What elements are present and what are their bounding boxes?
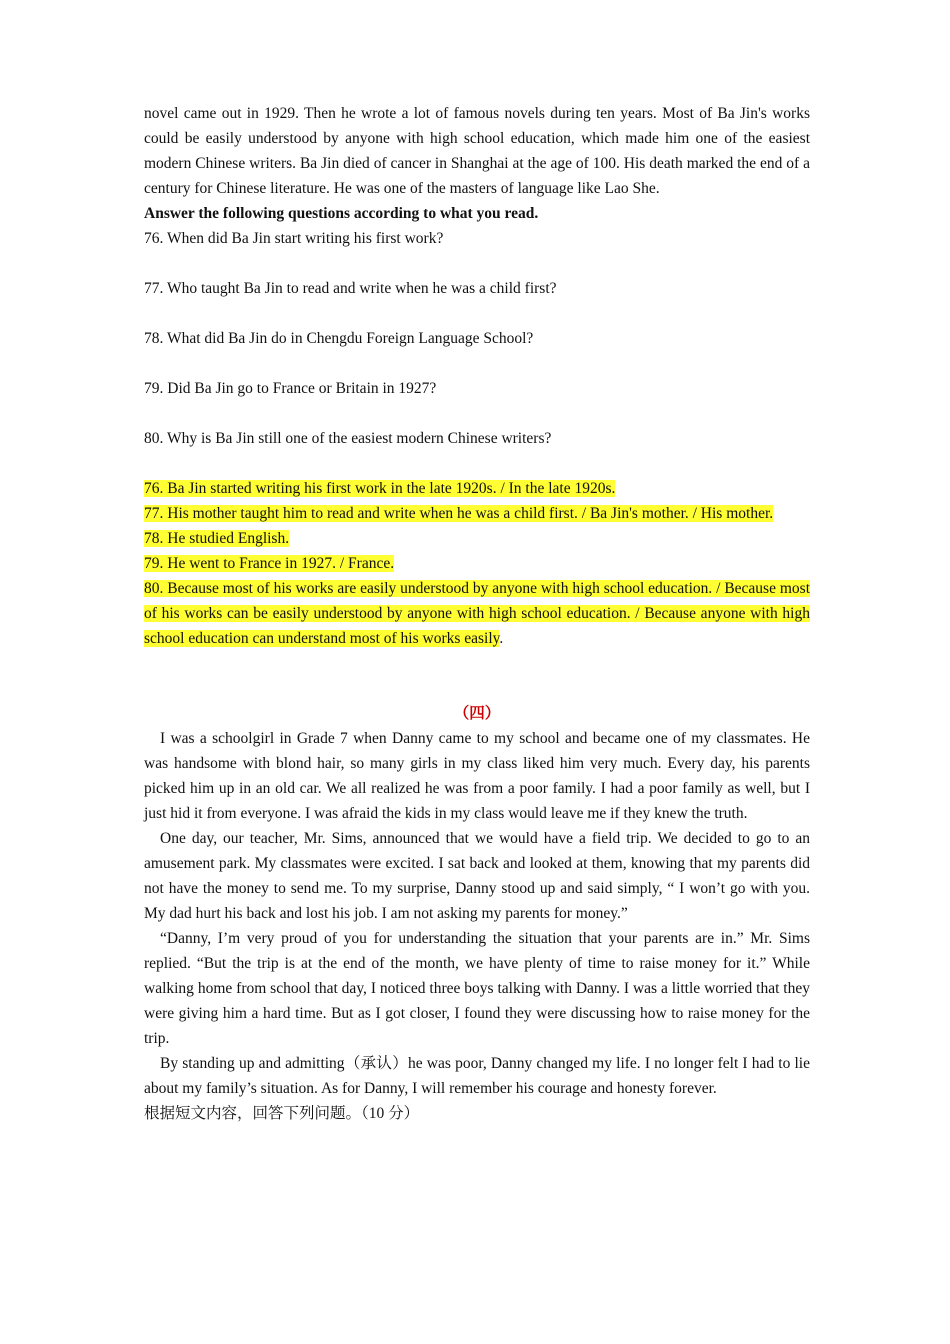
highlighted-answer: 77. His mother taught him to read and write when he was a child first. / Ba Jin's mother. / His mother. <box>144 505 774 522</box>
answer-space <box>144 401 810 426</box>
answer-space <box>144 451 810 476</box>
story-paragraph-2: One day, our teacher, Mr. Sims, announced that we would have a field trip. We decided to go to an amusement park. My classmates were excited. I sat back and looked at them, knowing that my parents did not have the money to send me. To my surprise, Danny stood up and said simply, “ I won’t go with you. My dad hurt his back and lost his job. I am not asking my parents for money.” <box>144 830 810 922</box>
task-instruction: 根据短文内容，回答下列问题。（10 分） <box>144 1105 420 1122</box>
answer-80 <box>144 576 810 651</box>
section-title: （四） <box>453 705 501 722</box>
story-paragraph-1: I was a schoolgirl in Grade 7 when Danny came to my school and became one of my classmates. He was handsome with blond hair, so many girls in my class liked him very much. Every day, his parents picked him up in an old car. We all realized he was from a poor family. I had a poor family as well, but I just hid it from everyone. I was afraid the kids in my class would leave me if they knew the truth. <box>144 730 810 822</box>
document-page <box>144 101 810 1126</box>
question-79: 79. Did Ba Jin go to France or Britain in 1927? <box>144 380 437 397</box>
answer-key <box>144 476 810 651</box>
answer-trailing-period: . <box>499 630 504 647</box>
answer-76 <box>144 476 810 501</box>
answer-79 <box>144 551 810 576</box>
story-paragraph-3: “Danny, I’m very proud of you for understanding the situation that your parents are in.” Mr. Sims replied. “But the trip is at the end of the month, we have plenty of time to raise money for it.” While walking home from school that day, I noticed three boys talking with Danny. I was a little worried that they were giving him a hard time. But as I got closer, I found they were discussing how to raise money for the trip. <box>144 930 810 1047</box>
answer-space <box>144 351 810 376</box>
highlighted-answer: 79. He went to France in 1927. / France. <box>144 555 395 572</box>
highlighted-answer: 80. Because most of his works are easily understood by anyone with high school education. / Because most of his works can be easily understood by anyone with high school education. / Because anyone with high school education can understand most of his works easily <box>144 580 810 647</box>
passage-ending: novel came out in 1929. Then he wrote a lot of famous novels during ten years. Most of Ba Jin's works could be easily understood by anyone with high school education, which made him one of the easiest modern Chinese writers. Ba Jin died of cancer in Shanghai at the age of 100. His death marked the end of a century for Chinese literature. He was one of the masters of language like Lao She. <box>144 105 810 197</box>
answer-77 <box>144 501 810 526</box>
question-76: 76. When did Ba Jin start writing his first work? <box>144 230 444 247</box>
question-77: 77. Who taught Ba Jin to read and write when he was a child first? <box>144 280 557 297</box>
question-80: 80. Why is Ba Jin still one of the easiest modern Chinese writers? <box>144 430 552 447</box>
story-passage <box>144 726 810 1101</box>
answer-space <box>144 251 810 276</box>
answer-78 <box>144 526 810 551</box>
highlighted-answer: 78. He studied English. <box>144 530 290 547</box>
questions-heading: Answer the following questions according to what you read. <box>144 205 539 222</box>
question-78: 78. What did Ba Jin do in Chengdu Foreign Language School? <box>144 330 534 347</box>
story-paragraph-4: By standing up and admitting（承认）he was poor, Danny changed my life. I no longer felt I had to lie about my family’s situation. As for Danny, I will remember his courage and honesty forever. <box>144 1055 810 1097</box>
answer-space <box>144 301 810 326</box>
highlighted-answer: 76. Ba Jin started writing his first work in the late 1920s. / In the late 1920s. <box>144 480 616 497</box>
